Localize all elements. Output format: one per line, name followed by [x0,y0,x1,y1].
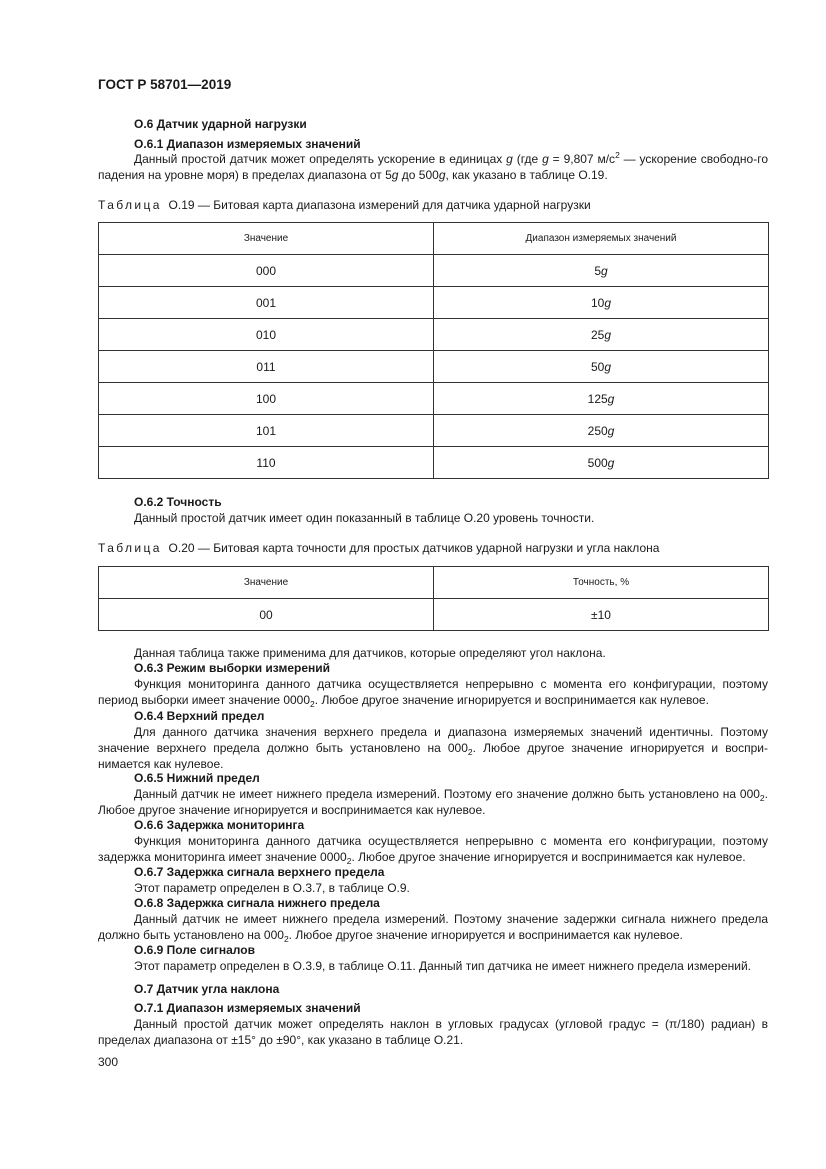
text-run: (где [512,152,543,166]
table-o19 [98,222,769,479]
code-cell: 101 [99,415,434,447]
text-run: Данный простой датчик может определять ускорение в единицах [134,152,507,166]
range-number: 500 [587,455,608,470]
text-run: Данный датчик не имеет нижнего предела измерений. Поэтому значение задержки сигнала нижнего предела должно быть установлено на 000 [98,912,768,942]
range-number: 250 [587,423,608,438]
section-o6-9-text: Этот параметр определен в О.3.9, в таблице О.11. Данный тип датчика не имеет нижнего предела измерений. [134,959,751,973]
section-o6-5-text [98,786,768,818]
range-number: 10 [590,295,605,310]
section-o6-8-title: О.6.8 Задержка сигнала нижнего предела [134,896,380,910]
text-run: , как указано в таблице О.19. [445,168,608,182]
superscript: 2 [615,150,620,160]
italic-g: g [506,152,513,166]
unit-g: g [601,263,608,278]
subscript: 2 [310,699,315,709]
text-run: Для данного датчика значения верхнего предела и диапазона измеряемых значений идентичны. Поэтому значение верхнего предела должно быть установлено на 000 [98,725,768,755]
table-label: Таблица [98,541,162,555]
code-cell: 110 [99,447,434,479]
code-cell: 000 [99,255,434,287]
text-run: — ускорение свободно-го падения на уровне моря) в пределах диапазона от 5 [98,152,768,182]
range-cell [434,255,769,287]
italic-g: g [391,168,399,182]
section-o6-7-text: Этот параметр определен в О.3.7, в таблице О.9. [134,881,410,895]
section-o6-4-text [98,724,768,772]
section-o7-title: О.7 Датчик угла наклона [134,982,280,996]
unit-g: g [604,295,612,310]
code-cell: 010 [99,319,434,351]
range-cell [434,415,769,447]
section-o6-5-title: О.6.5 Нижний предел [134,771,260,785]
unit-g: g [604,327,612,342]
text-run: Данный датчик не имеет нижнего предела измерений. Поэтому его значение должно быть установлено на 000 [134,787,760,801]
unit-g: g [604,359,612,374]
text-run: Функция мониторинга данного датчика осуществляется непрерывно с момента его конфигурации, поэтому период выборки имеет значение 0000 [98,677,768,707]
text-run: . Любое другое значение игнорируется и воспринимается как нулевое. [288,928,683,942]
range-number: 50 [590,359,605,374]
range-cell [434,287,769,319]
header-cell-value: Значение [99,223,434,255]
header-cell-range: Диапазон измеряемых значений [434,223,769,255]
table-o20-note: Данная таблица также применима для датчиков, которые определяют угол наклона. [134,646,606,660]
table-row [99,415,769,447]
table-row [99,383,769,415]
text-run: . Любое другое значение игнорируется и воспри-нимается как нулевое. [98,741,768,771]
table-o20 [98,566,769,631]
section-o6-8-text [98,911,768,943]
section-o6-6-title: О.6.6 Задержка мониторинга [134,818,305,832]
text-run: . Любое другое значение игнорируется и воспринимается как нулевое. [314,693,709,707]
range-number: 5 [594,263,601,278]
range-cell [434,351,769,383]
section-o6-2-text: Данный простой датчик имеет один показанный в таблице О.20 уровень точности. [134,511,595,525]
section-o6-1-title: О.6.1 Диапазон измеряемых значений [134,137,361,151]
subscript: 2 [759,793,765,803]
table-label: Таблица [98,198,162,212]
text-run: до 500 [398,168,439,182]
section-o7-1-text [98,1016,768,1048]
header-cell-accuracy: Точность, % [434,567,769,599]
range-cell [434,447,769,479]
italic-g: g [542,152,549,166]
accuracy-cell: ±10 [434,599,769,631]
code-cell: 00 [99,599,434,631]
document-header: ГОСТ Р 58701—2019 [98,77,232,92]
page-number: 300 [98,1055,119,1069]
text-run: Функция мониторинга данного датчика осуществляется непрерывно с момента его конфигурации, поэтому задержка мониторинга имеет значение 0000 [98,834,768,864]
code-cell: 001 [99,287,434,319]
table-row [99,599,769,631]
section-o6-6-text [98,833,768,865]
table-row [99,447,769,479]
italic-g: g [438,168,446,182]
text-run: . Любое другое значение игнорируется и воспринимается как нулевое. [351,850,746,864]
range-cell [434,383,769,415]
subscript: 2 [467,747,473,757]
text-run: . Любое другое значение игнорируется и воспринимается как нулевое. [98,787,768,817]
text-run: Данный простой датчик может определять наклон в угловых градусах (угловой градус = (π/180) радиан) в пределах диапазона от ±15° до ±90°, как указано в таблице О.21. [98,1017,768,1047]
unit-g: g [607,391,615,406]
table-row [99,255,769,287]
range-number: 25 [590,327,605,342]
section-o6-7-title: О.6.7 Задержка сигнала верхнего предела [134,865,385,879]
table-row [99,319,769,351]
unit-g: g [607,455,615,470]
table-o20-caption [98,540,659,556]
section-o6-2-title: О.6.2 Точность [134,495,222,509]
caption-text: О.20 — Битовая карта точности для простых датчиков ударной нагрузки и угла наклона [161,541,660,555]
table-row [99,287,769,319]
table-header-row [99,223,769,255]
section-o7-1-title: О.7.1 Диапазон измеряемых значений [134,1001,361,1015]
code-cell: 011 [99,351,434,383]
text-run: = 9,807 м/с [548,152,616,166]
subscript: 2 [346,856,352,866]
section-o6-3-text [98,676,768,708]
code-cell: 100 [99,383,434,415]
table-o19-caption [98,197,591,213]
section-o6-9-title: О.6.9 Поле сигналов [134,943,255,957]
caption-text: О.19 — Битовая карта диапазона измерений для датчика ударной нагрузки [161,198,591,212]
subscript: 2 [283,934,289,944]
section-o6-title: О.6 Датчик ударной нагрузки [134,117,307,131]
section-o6-1-text [98,151,768,183]
section-o6-3-title: О.6.3 Режим выборки измерений [134,661,331,675]
unit-g: g [607,423,615,438]
header-cell-value: Значение [99,567,434,599]
table-row [99,351,769,383]
table-header-row [99,567,769,599]
range-number: 125 [587,391,608,406]
range-cell [434,319,769,351]
section-o6-4-title: О.6.4 Верхний предел [134,709,265,723]
